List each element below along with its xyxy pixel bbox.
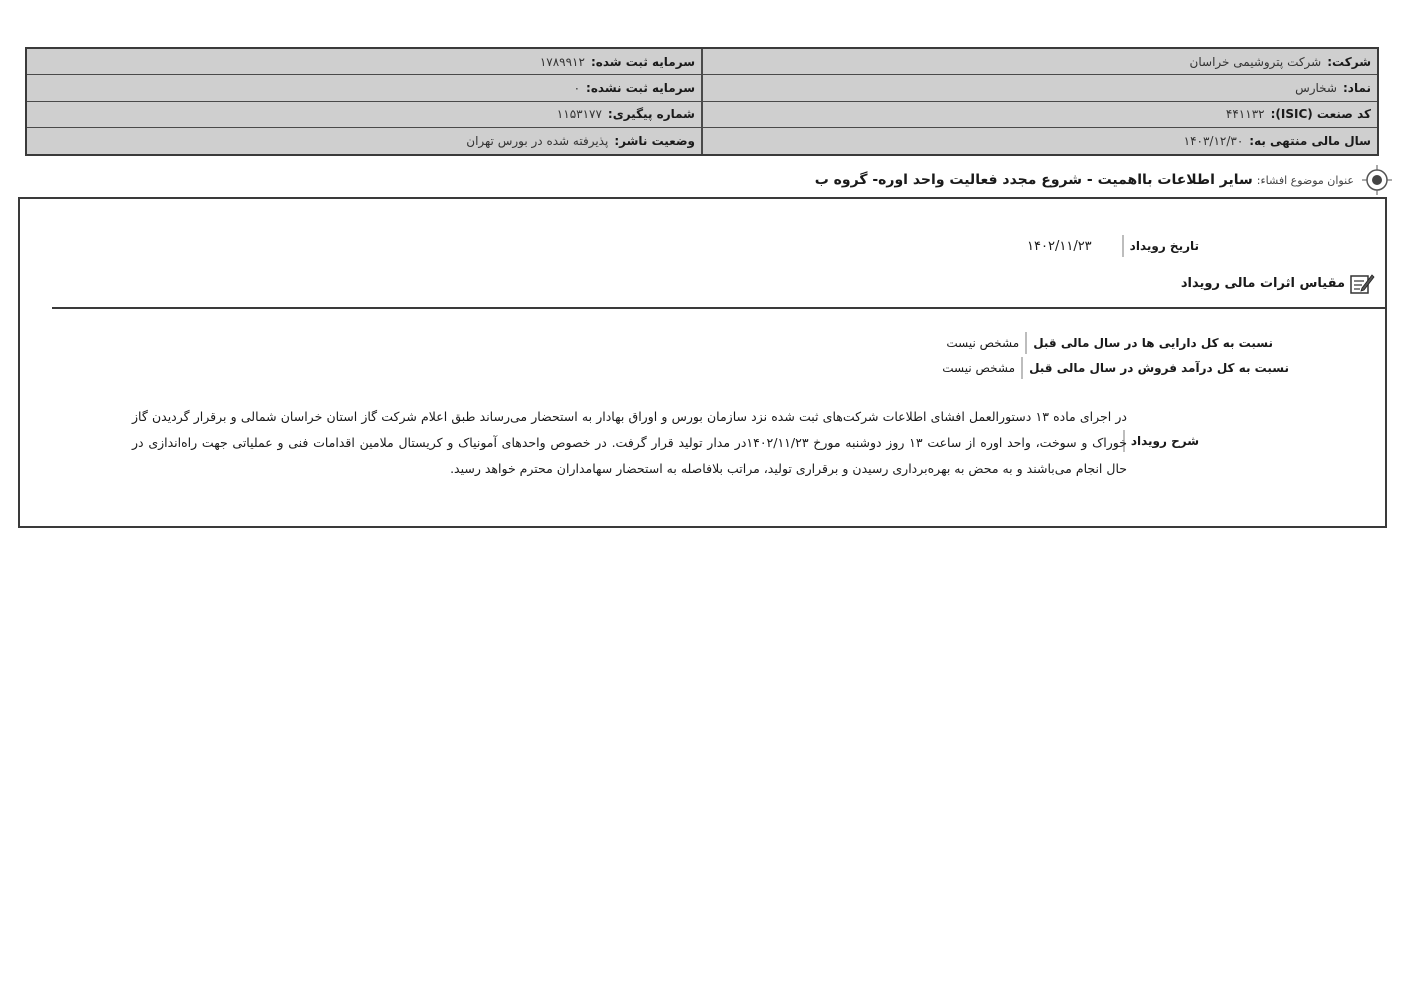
divider [1021,357,1023,379]
description-label-row [1117,430,1199,452]
company-value: شرکت پتروشیمی خراسان [1189,54,1322,69]
registered-capital-value: ۱۷۸۹۹۱۲ [539,54,585,69]
tracking-value: ۱۱۵۳۱۷۷ [556,107,602,122]
assets-ratio-label: نسبت به کل دارایی ها در سال مالی قبل [1033,336,1273,350]
symbol-label: نماد: [1342,80,1371,95]
edit-note-icon [1349,271,1375,295]
isic-cell [701,102,1377,128]
fiscal-value: ۱۴۰۳/۱۲/۳۰ [1183,133,1244,148]
revenue-ratio-row [942,357,1289,379]
target-icon [1364,169,1386,191]
status-label: وضعیت ناشر: [614,133,695,148]
symbol-cell [701,75,1377,101]
fiscal-cell [701,128,1377,154]
isic-value: ۴۴۱۱۳۲ [1225,107,1265,122]
isic-label: کد صنعت (ISIC): [1270,107,1371,122]
divider [1025,332,1027,354]
unregistered-capital-label: سرمایه ثبت نشده: [586,80,695,95]
company-label: شرکت: [1327,54,1371,69]
status-value: پذیرفته شده در بورس تهران [466,133,609,148]
financial-impact-header [1181,271,1375,295]
unregistered-capital-cell [27,75,701,101]
financial-impact-title: مقیاس اثرات مالی رویداد [1180,275,1345,291]
fiscal-label: سال مالی منتهی به: [1249,133,1371,148]
registered-capital-label: سرمایه ثبت شده: [590,54,695,69]
tracking-cell [27,102,701,128]
company-cell [701,49,1377,75]
revenue-ratio-value: مشخص نیست [942,361,1016,375]
subject-label: عنوان موضوع افشاء: [1256,173,1354,187]
assets-ratio-value: مشخص نیست [946,336,1020,350]
unregistered-capital-value: ۰ [573,80,581,95]
company-info-table [25,47,1379,156]
event-date-value: ۱۴۰۲/۱۱/۲۳ [1027,238,1092,254]
section-divider [52,307,1385,309]
subject-title: سایر اطلاعات بااهمیت - شروع مجدد فعالیت واحد اوره- گروه ب [814,172,1253,188]
symbol-value: شخارس [1295,80,1337,95]
registered-capital-cell [27,49,701,75]
event-date-label: تاریخ رویداد [1129,239,1199,253]
description-label: شرح رویداد [1130,434,1199,448]
event-details-box [18,197,1387,528]
assets-ratio-row [946,332,1273,354]
revenue-ratio-label: نسبت به کل درآمد فروش در سال مالی قبل [1029,361,1289,375]
tracking-label: شماره پیگیری: [607,107,695,122]
disclosure-subject [286,166,1386,194]
event-date-row [1027,235,1199,257]
description-text: در اجرای ماده ۱۳ دستورالعمل افشای اطلاعات شرکت‌های ثبت شده نزد سازمان بورس و اوراق بهادار به استحضار می‌رساند طبق اعلام شرکت گاز استان خراسان شمالی و برقرار گردیدن گاز خوراک و سوخت، واحد اوره از ساعت ۱۳ روز دوشنبه مورخ ۱۴۰۲/۱۱/۲۳در مدار تولید قرار گرفت. در خصوص واحدهای آمونیاک و کریستال ملامین اقدامات فنی و عملیاتی جهت راه‌اندازی در حال انجام می‌باشند و به محض به بهره‌برداری رسیدن و برقراری تولید، مراتب بلافاصله به استحضار سهامداران محترم خواهد رسید. [132,409,1127,476]
status-cell [27,128,701,154]
divider [1122,235,1124,257]
